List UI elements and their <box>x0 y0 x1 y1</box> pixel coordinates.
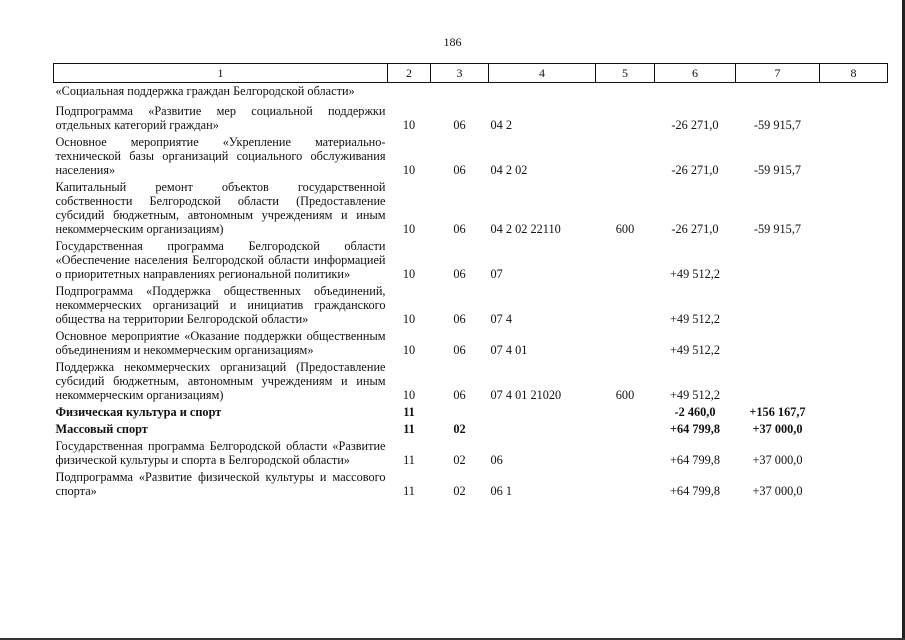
row-target-code-cell: 07 <box>490 267 503 281</box>
row-expense-type-cell <box>596 236 655 281</box>
row-amount-col6-cell: +49 512,2 <box>670 388 720 402</box>
row-name-cell: Физическая культура и спорт <box>55 405 222 419</box>
row-amount-col6-cell: +49 512,2 <box>670 267 720 281</box>
row-amount-col7-cell: -59 915,7 <box>753 222 802 236</box>
row-section-cell: 11 <box>403 405 415 419</box>
row-subsection-cell: 06 <box>453 388 466 402</box>
row-name-cell: Государственная программа Белгородской области «Обеспечение населения Белгородской области информацией о приоритетных направлениях региональной политики» <box>55 239 386 281</box>
row-amount-col8-cell <box>820 83 888 102</box>
header-cell: 7 <box>736 64 820 83</box>
row-expense-type-cell <box>596 402 655 419</box>
row-amount-col7-cell <box>736 281 820 326</box>
table-row <box>54 436 888 467</box>
row-subsection-cell: 02 <box>453 453 466 467</box>
row-section-cell: 10 <box>402 312 416 326</box>
row-amount-col7-cell <box>736 326 820 357</box>
row-amount-col6-cell: -2 460,0 <box>674 405 716 419</box>
row-amount-col6-cell <box>655 83 736 102</box>
row-subsection-cell: 06 <box>453 267 466 281</box>
row-subsection-cell: 06 <box>453 163 466 177</box>
row-amount-col8-cell <box>820 101 888 132</box>
row-amount-col7-cell <box>736 357 820 402</box>
row-amount-col8-cell <box>820 402 888 419</box>
table-row <box>54 402 888 419</box>
row-subsection-cell: 06 <box>453 222 466 236</box>
row-amount-col7-cell <box>736 236 820 281</box>
row-subsection-cell: 02 <box>453 484 466 498</box>
row-amount-col8-cell <box>820 132 888 177</box>
row-target-code-cell: 07 4 01 21020 <box>490 388 562 402</box>
table-row <box>54 281 888 326</box>
row-target-code-cell: 04 2 <box>490 118 513 132</box>
row-section-cell <box>388 83 431 102</box>
row-name-cell: Основное мероприятие «Укрепление материально-технической базы организаций социального обслуживания населения» <box>55 135 386 177</box>
row-target-code-cell <box>489 402 596 419</box>
row-expense-type-cell <box>596 132 655 177</box>
row-section-cell: 11 <box>403 453 415 467</box>
row-subsection-cell: 06 <box>453 343 466 357</box>
row-name-cell: Поддержка некоммерческих организаций (Предоставление субсидий бюджетным, автономным учреждениям и иным некоммерческим организациям) <box>55 360 386 402</box>
row-section-cell: 10 <box>402 388 416 402</box>
page-number: 186 <box>443 35 462 49</box>
row-amount-col7-cell: -59 915,7 <box>753 163 802 177</box>
row-target-code-cell <box>489 83 596 102</box>
row-name-cell: Государственная программа Белгородской области «Развитие физической культуры и спорта в Белгородской области» <box>55 439 386 467</box>
row-subsection-cell: 06 <box>453 118 466 132</box>
row-amount-col7-cell <box>736 83 820 102</box>
row-amount-col7-cell: +37 000,0 <box>752 453 803 467</box>
header-cell: 6 <box>655 64 736 83</box>
row-target-code-cell: 06 <box>490 453 503 467</box>
row-target-code-cell: 04 2 02 22110 <box>490 222 561 236</box>
table-row <box>54 326 888 357</box>
row-expense-type-cell <box>596 83 655 102</box>
row-subsection-cell: 02 <box>453 422 466 436</box>
row-amount-col8-cell <box>820 436 888 467</box>
row-expense-type-cell: 600 <box>615 222 635 236</box>
row-expense-type-cell: 600 <box>615 388 635 402</box>
row-target-code-cell: 06 1 <box>490 484 513 498</box>
row-section-cell: 11 <box>403 422 415 436</box>
row-expense-type-cell <box>596 101 655 132</box>
row-amount-col8-cell <box>820 177 888 236</box>
row-amount-col6-cell: -26 271,0 <box>671 118 719 132</box>
header-cell: 1 <box>54 64 388 83</box>
header-cell: 8 <box>820 64 888 83</box>
row-name-cell: «Социальная поддержка граждан Белгородской области» <box>55 84 355 98</box>
row-section-cell: 11 <box>403 484 415 498</box>
row-expense-type-cell <box>596 467 655 498</box>
row-expense-type-cell <box>596 436 655 467</box>
row-amount-col7-cell: -59 915,7 <box>753 118 802 132</box>
row-amount-col6-cell: +49 512,2 <box>670 343 720 357</box>
row-target-code-cell: 07 4 01 <box>490 343 528 357</box>
row-amount-col6-cell: +64 799,8 <box>669 422 721 436</box>
row-name-cell: Капитальный ремонт объектов государственной собственности Белгородской области (Предоставление субсидий бюджетным, автономным учреждениям и иным некоммерческим организациям) <box>55 180 386 236</box>
header-cell: 2 <box>388 64 431 83</box>
row-subsection-cell <box>431 83 489 102</box>
row-amount-col8-cell <box>820 326 888 357</box>
header-cell: 3 <box>431 64 489 83</box>
row-amount-col7-cell: +156 167,7 <box>749 405 806 419</box>
row-name-cell: Основное мероприятие «Оказание поддержки общественным объединениям и некоммерческим организациям» <box>55 329 386 357</box>
row-section-cell: 10 <box>402 222 416 236</box>
header-cell: 4 <box>489 64 596 83</box>
row-section-cell: 10 <box>402 163 416 177</box>
row-amount-col6-cell: -26 271,0 <box>671 222 719 236</box>
table-row <box>54 357 888 402</box>
table-row <box>54 177 888 236</box>
table-row <box>54 467 888 498</box>
table-header-row <box>54 64 888 83</box>
row-amount-col8-cell <box>820 236 888 281</box>
row-target-code-cell <box>489 419 596 436</box>
row-amount-col7-cell: +37 000,0 <box>752 422 803 436</box>
row-amount-col6-cell: -26 271,0 <box>671 163 719 177</box>
row-expense-type-cell <box>596 419 655 436</box>
row-amount-col7-cell: +37 000,0 <box>752 484 803 498</box>
row-subsection-cell: 06 <box>453 312 466 326</box>
row-amount-col8-cell <box>820 467 888 498</box>
row-subsection-cell <box>431 402 489 419</box>
row-section-cell: 10 <box>402 118 416 132</box>
budget-table <box>53 63 888 498</box>
row-target-code-cell: 07 4 <box>490 312 513 326</box>
table-row <box>54 419 888 436</box>
row-amount-col6-cell: +64 799,8 <box>670 453 720 467</box>
row-name-cell: Подпрограмма «Поддержка общественных объединений, некоммерческих организаций и инициатив гражданского общества на территории Белгородской области» <box>55 284 386 326</box>
row-name-cell: Массовый спорт <box>55 422 148 436</box>
row-amount-col8-cell <box>820 281 888 326</box>
row-target-code-cell: 04 2 02 <box>490 163 528 177</box>
table-row <box>54 83 888 102</box>
table-body <box>54 83 888 499</box>
row-amount-col6-cell: +64 799,8 <box>670 484 720 498</box>
row-name-cell: Подпрограмма «Развитие мер социальной поддержки отдельных категорий граждан» <box>55 104 386 132</box>
row-section-cell: 10 <box>402 343 416 357</box>
header-cell: 5 <box>596 64 655 83</box>
row-section-cell: 10 <box>402 267 416 281</box>
table-row <box>54 132 888 177</box>
table-row <box>54 101 888 132</box>
row-expense-type-cell <box>596 326 655 357</box>
row-amount-col6-cell: +49 512,2 <box>670 312 720 326</box>
row-name-cell: Подпрограмма «Развитие физической культуры и массового спорта» <box>55 470 386 498</box>
row-amount-col8-cell <box>820 419 888 436</box>
row-amount-col8-cell <box>820 357 888 402</box>
table-row <box>54 236 888 281</box>
row-expense-type-cell <box>596 281 655 326</box>
